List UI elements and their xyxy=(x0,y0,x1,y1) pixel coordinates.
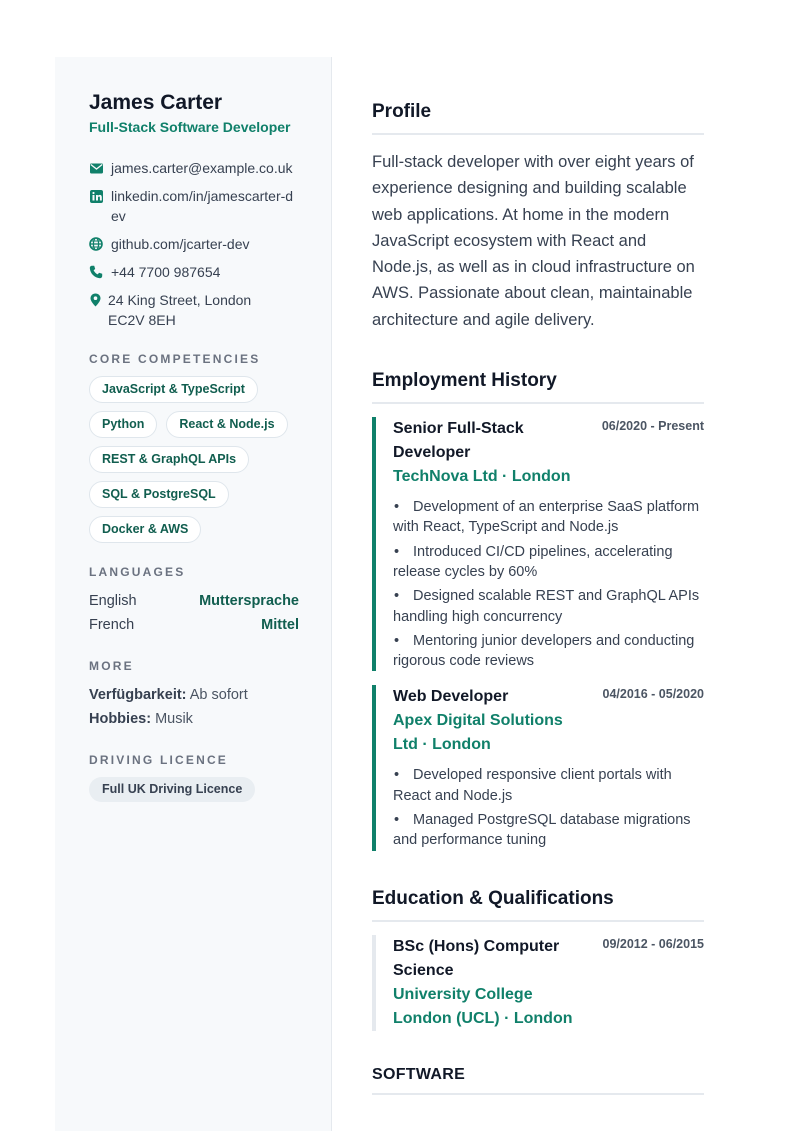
languages-heading: LANGUAGES xyxy=(89,565,186,579)
competencies-heading: CORE COMPETENCIES xyxy=(89,352,261,366)
candidate-name: James Carter xyxy=(89,91,223,114)
sidebar xyxy=(55,57,332,1131)
address-text: 24 King Street, London EC2V 8EH xyxy=(108,292,252,328)
envelope-icon xyxy=(89,161,103,175)
competency-chip: REST & GraphQL APIs xyxy=(89,446,249,473)
language-level: Muttersprache xyxy=(199,593,299,609)
job-bullets xyxy=(393,765,704,850)
competency-chip: React & Node.js xyxy=(166,411,287,438)
job-title: Senior Full-Stack Developer xyxy=(393,420,524,462)
availability-label: Verfügbarkeit: xyxy=(89,687,187,703)
language-name: French xyxy=(89,617,135,633)
employment-title: Employment History xyxy=(372,369,704,404)
hobbies-row xyxy=(89,707,298,731)
contact-linkedin[interactable] xyxy=(89,186,298,226)
education-entry xyxy=(372,935,704,1031)
availability-row xyxy=(89,683,298,707)
education-institution: University College London (UCL) · London xyxy=(393,985,573,1027)
email-text: james.carter@example.co.uk xyxy=(111,160,293,176)
linkedin-text: linkedin.com/in/jamescarter-dev xyxy=(111,188,294,224)
job-organization: Apex Digital Solutions Ltd · London xyxy=(393,712,563,754)
profile-title: Profile xyxy=(372,100,704,135)
profile-text: Full-stack developer with over eight years of experience designing and building scalable web applications. At home in the modern JavaScript ecosystem with React and Node.js, as well as in cloud infrastructure on AWS. Passionate about clean, maintainable architecture and agile delivery. xyxy=(372,153,695,329)
main-content xyxy=(372,100,704,1095)
more-section xyxy=(89,683,298,731)
availability-value: Ab sofort xyxy=(189,687,248,703)
candidate-role: Full-Stack Software Developer xyxy=(89,119,291,135)
job-bullets xyxy=(393,497,704,671)
linkedin-icon xyxy=(89,189,103,203)
competency-chip: JavaScript & TypeScript xyxy=(89,376,258,403)
competency-chip: Docker & AWS xyxy=(89,516,201,543)
language-name: English xyxy=(89,593,137,609)
language-row xyxy=(89,589,299,613)
more-heading: MORE xyxy=(89,659,134,673)
job-organization: TechNova Ltd · London xyxy=(393,468,571,486)
contact-github[interactable] xyxy=(89,234,298,254)
language-row xyxy=(89,613,299,637)
contact-address xyxy=(89,290,298,330)
language-level: Mittel xyxy=(261,617,299,633)
job-date: 04/2016 - 05/2020 xyxy=(602,687,704,702)
education-title: Education & Qualifications xyxy=(372,887,704,922)
competencies-list xyxy=(89,376,304,543)
job-date: 06/2020 - Present xyxy=(601,419,704,434)
contact-phone[interactable] xyxy=(89,262,298,282)
job-bullet: • Designed scalable REST and GraphQL APIs handling high concurrency xyxy=(393,586,704,627)
github-text: github.com/jcarter-dev xyxy=(111,236,250,252)
education-degree: BSc (Hons) Computer Science xyxy=(393,937,560,979)
phone-text: +44 7700 987654 xyxy=(111,264,221,280)
job-bullet: • Managed PostgreSQL database migrations and performance tuning xyxy=(393,810,704,851)
hobbies-value: Musik xyxy=(155,711,193,727)
licence-heading: DRIVING LICENCE xyxy=(89,753,229,767)
job-bullet: • Developed responsive client portals with React and Node.js xyxy=(393,765,704,806)
job-bullet: • Mentoring junior developers and conducting rigorous code reviews xyxy=(393,631,704,672)
phone-icon xyxy=(89,265,103,279)
competency-chip: SQL & PostgreSQL xyxy=(89,481,229,508)
languages-list xyxy=(89,589,299,637)
globe-icon xyxy=(89,237,103,251)
job-title: Web Developer xyxy=(393,688,509,706)
contact-list xyxy=(89,158,298,330)
contact-email[interactable] xyxy=(89,158,298,178)
job-bullet: • Introduced CI/CD pipelines, accelerating release cycles by 60% xyxy=(393,542,704,583)
profile-section xyxy=(372,100,704,333)
hobbies-label: Hobbies: xyxy=(89,711,152,727)
employment-section xyxy=(372,369,704,851)
map-pin-icon xyxy=(89,293,101,307)
software-title: SOFTWARE xyxy=(372,1065,704,1095)
job-entry xyxy=(372,685,704,850)
software-section xyxy=(372,1065,704,1095)
education-date: 09/2012 - 06/2015 xyxy=(602,936,704,951)
licence-badge: Full UK Driving Licence xyxy=(89,777,255,802)
competency-chip: Python xyxy=(89,411,157,438)
job-bullet: • Development of an enterprise SaaS platform with React, TypeScript and Node.js xyxy=(393,497,704,538)
job-entry xyxy=(372,417,704,671)
education-section xyxy=(372,887,704,1031)
